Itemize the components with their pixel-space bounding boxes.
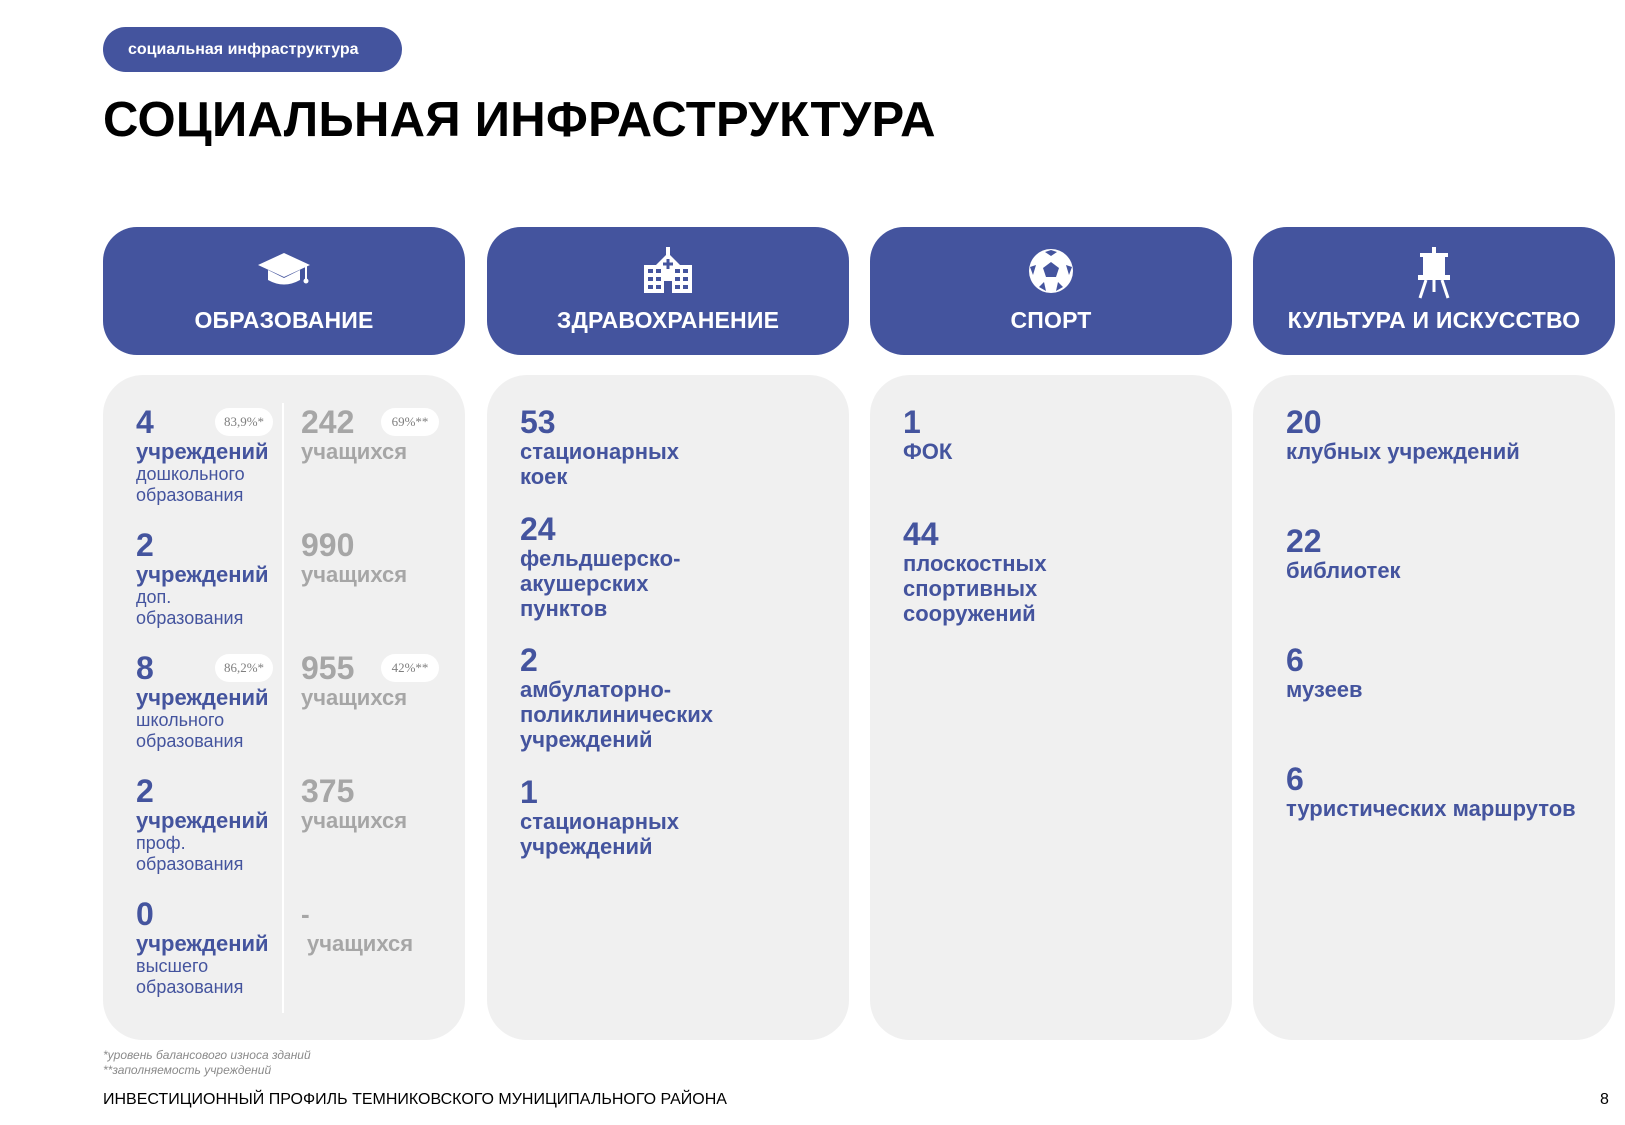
stat-label: плоскостных спортивных сооружений	[903, 551, 1047, 626]
stat-block	[520, 775, 830, 859]
stat-label: фельдшерско-акушерских пунктов	[520, 546, 681, 621]
institution-desc: высшего образования	[136, 956, 244, 997]
institution-desc: проф. образования	[136, 833, 244, 874]
students-label: учащихся	[301, 685, 408, 710]
institution-count: 0	[136, 896, 154, 932]
students-count: 242	[301, 404, 355, 440]
stat-block	[520, 405, 830, 489]
graduation-cap-icon	[103, 247, 465, 295]
category-header-education	[103, 227, 465, 355]
stat-value: 6	[1286, 761, 1304, 797]
stat-value: 53	[520, 404, 556, 440]
hospital-building-icon	[487, 247, 849, 295]
students-count: -	[301, 899, 310, 929]
category-header-culture	[1253, 227, 1615, 355]
category-header-sport	[870, 227, 1232, 355]
stat-block	[1286, 405, 1596, 464]
stat-label: стационарных учреждений	[520, 809, 680, 859]
wear-badge: 86,2%*	[215, 654, 273, 682]
stat-block	[903, 517, 1213, 626]
stat-label: туристических маршрутов	[1286, 796, 1576, 821]
students-count: 375	[301, 773, 355, 809]
easel-icon	[1253, 247, 1615, 295]
stat-value: 2	[520, 642, 538, 678]
page-title: СОЦИАЛЬНАЯ ИНФРАСТРУКТУРА	[103, 93, 936, 147]
stat-block	[520, 643, 830, 752]
education-row	[136, 774, 286, 875]
institution-desc: доп. образования	[136, 587, 244, 628]
footnote-wear: *уровень балансового износа зданий	[103, 1048, 311, 1062]
students-count: 990	[301, 527, 355, 563]
institution-desc: дошкольного образования	[136, 464, 245, 505]
institution-unit: учреждений	[136, 562, 269, 587]
institution-count: 8	[136, 650, 154, 686]
students-label: учащихся	[301, 808, 408, 833]
stat-block	[1286, 524, 1596, 583]
stat-value: 1	[520, 774, 538, 810]
stat-block	[1286, 643, 1596, 702]
stat-label: библиотек	[1286, 558, 1401, 583]
stat-value: 44	[903, 516, 939, 552]
stat-value: 6	[1286, 642, 1304, 678]
category-label: ЗДРАВОХРАНЕНИЕ	[556, 307, 780, 333]
stat-label: музеев	[1286, 677, 1363, 702]
students-count: 955	[301, 650, 355, 686]
education-row	[136, 528, 286, 629]
stat-value: 24	[520, 511, 556, 547]
category-label: СПОРТ	[1010, 307, 1092, 333]
education-row	[136, 897, 286, 998]
fill-badge: 69%**	[381, 408, 439, 436]
page-number: 8	[1600, 1091, 1609, 1108]
category-label: КУЛЬТУРА И ИСКУССТВО	[1287, 307, 1581, 333]
stat-value: 22	[1286, 523, 1322, 559]
students-label: учащихся	[301, 439, 408, 464]
soccer-ball-icon	[870, 247, 1232, 295]
stat-value: 1	[903, 404, 921, 440]
sport-card	[870, 375, 1232, 1040]
footnote-fill: **заполняемость учреждений	[103, 1063, 272, 1077]
institution-unit: учреждений	[136, 439, 269, 464]
institution-count: 4	[136, 404, 154, 440]
category-label: ОБРАЗОВАНИЕ	[194, 307, 374, 333]
students-block	[301, 528, 451, 587]
footer-title: ИНВЕСТИЦИОННЫЙ ПРОФИЛЬ ТЕМНИКОВСКОГО МУНИЦИПАЛЬНОГО РАЙОНА	[103, 1091, 727, 1108]
institution-count: 2	[136, 527, 154, 563]
healthcare-card	[487, 375, 849, 1040]
institution-desc: школьного образования	[136, 710, 244, 751]
stat-block	[903, 405, 1213, 464]
institution-unit: учреждений	[136, 808, 269, 833]
stat-label: клубных учреждений	[1286, 439, 1520, 464]
students-label: учащихся	[307, 931, 414, 956]
stat-label: стационарных коек	[520, 439, 680, 489]
stat-value: 20	[1286, 404, 1322, 440]
education-card	[103, 375, 465, 1040]
students-label: учащихся	[301, 562, 408, 587]
section-tag: социальная инфраструктура	[103, 27, 402, 72]
students-block	[301, 774, 451, 833]
footnotes	[103, 1048, 311, 1078]
stat-block	[1286, 762, 1596, 821]
stat-block	[520, 512, 830, 621]
stat-label: ФОК	[903, 439, 953, 464]
students-block	[301, 897, 451, 956]
wear-badge: 83,9%*	[215, 408, 273, 436]
institution-unit: учреждений	[136, 685, 269, 710]
fill-badge: 42%**	[381, 654, 439, 682]
category-header-healthcare	[487, 227, 849, 355]
stat-label: амбулаторно-поликлинических учреждений	[520, 677, 713, 752]
institution-count: 2	[136, 773, 154, 809]
culture-card	[1253, 375, 1615, 1040]
institution-unit: учреждений	[136, 931, 269, 956]
